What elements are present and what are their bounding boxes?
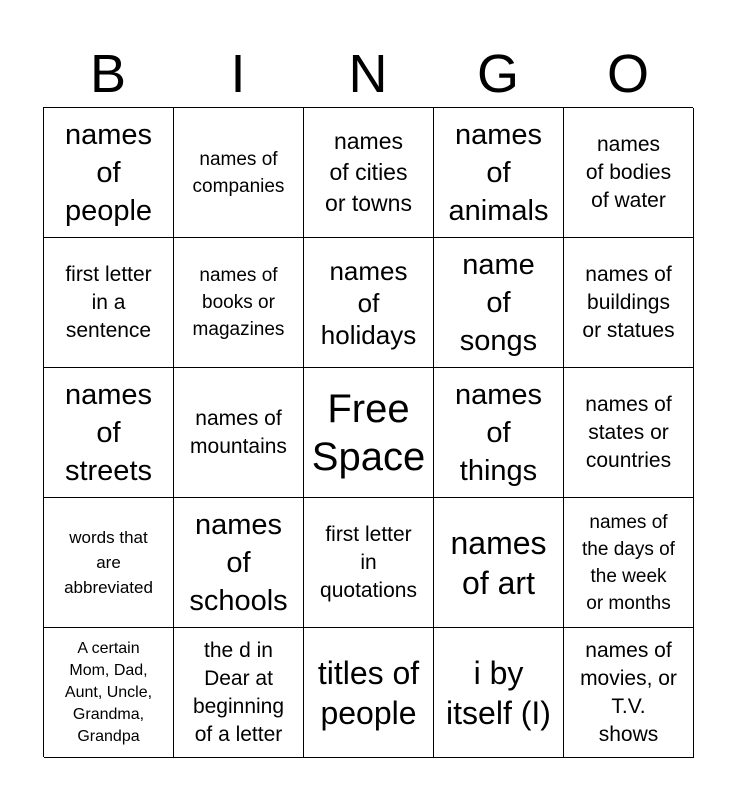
bingo-cell-r4-c4: names of art — [434, 498, 564, 628]
bingo-cell-r5-c5: names of movies, or T.V. shows — [564, 628, 694, 758]
bingo-cell-r2-c2: names of books or magazines — [174, 238, 304, 368]
header-letter-b: B — [89, 44, 127, 104]
bingo-cell-r5-c3: titles of people — [304, 628, 434, 758]
bingo-cell-r3-c1: names of streets — [44, 368, 174, 498]
header-letter-i: I — [230, 44, 246, 104]
bingo-cell-r4-c1: words that are abbreviated — [44, 498, 174, 628]
bingo-cell-r2-c1: first letter in a sentence — [44, 238, 174, 368]
bingo-cell-r1-c5: names of bodies of water — [564, 108, 694, 238]
bingo-cell-r2-c5: names of buildings or statues — [564, 238, 694, 368]
bingo-cell-r1-c3: names of cities or towns — [304, 108, 434, 238]
header-letter-o: O — [606, 44, 649, 104]
bingo-cell-r4-c3: first letter in quotations — [304, 498, 434, 628]
bingo-cell-r3-c2: names of mountains — [174, 368, 304, 498]
bingo-cell-r5-c4: i by itself (I) — [434, 628, 564, 758]
bingo-cell-r5-c2: the d in Dear at beginning of a letter — [174, 628, 304, 758]
bingo-grid — [43, 107, 693, 757]
bingo-cell-r3-c4: names of things — [434, 368, 564, 498]
bingo-cell-free-space: Free Space — [304, 368, 434, 498]
bingo-cell-r2-c4: name of songs — [434, 238, 564, 368]
bingo-header — [43, 40, 693, 108]
header-letter-n: N — [348, 44, 388, 104]
bingo-cell-r1-c2: names of companies — [174, 108, 304, 238]
bingo-cell-r4-c2: names of schools — [174, 498, 304, 628]
bingo-cell-r5-c1: A certain Mom, Dad, Aunt, Uncle, Grandma, Grandpa — [44, 628, 174, 758]
bingo-cell-r1-c1: names of people — [44, 108, 174, 238]
bingo-cell-r1-c4: names of animals — [434, 108, 564, 238]
header-letter-g: G — [476, 44, 519, 104]
bingo-cell-r4-c5: names of the days of the week or months — [564, 498, 694, 628]
bingo-cell-r3-c5: names of states or countries — [564, 368, 694, 498]
bingo-cell-r2-c3: names of holidays — [304, 238, 434, 368]
